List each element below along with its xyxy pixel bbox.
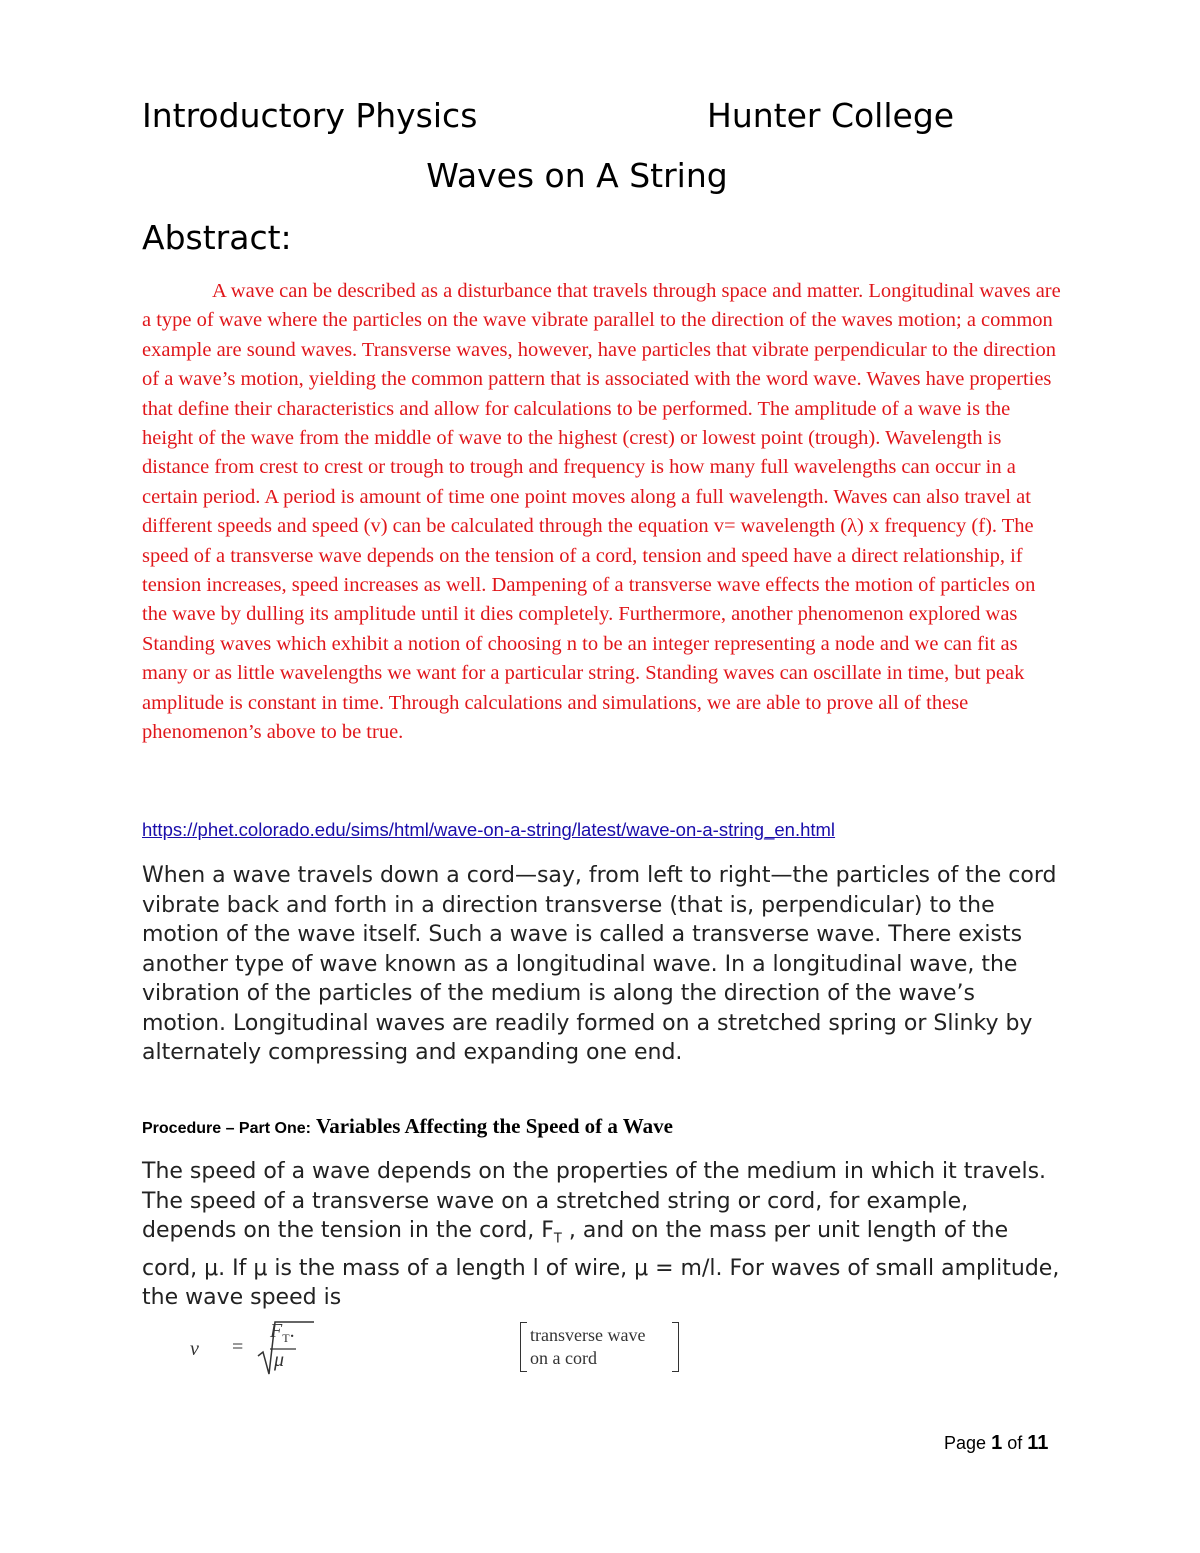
- document-header: [142, 96, 1042, 140]
- formula-period: .: [289, 1320, 295, 1342]
- wave-speed-text-part1: The speed of a wave depends on the properties of the medium in which it travels. The speed of a transverse wave on a stretched string or cord, for example, depends on the tension in the cord, F: [142, 1159, 1047, 1243]
- abstract-body: A wave can be described as a disturbance that travels through space and matter. Longitudinal waves are a type of wave where the particles on the wave vibrate parallel to the direction of the waves motion; a common example are sound waves. Transverse waves, however, have particles that vibrate perpendicular to the direction of a wave’s motion, yielding the common pattern that is associated with the word wave. Waves have properties that define their characteristics and allow for calculations to be performed. The amplitude of a wave is the height of the wave from the middle of wave to the highest (crest) or lowest point (trough). Wavelength is distance from crest to crest or trough to trough and frequency is how many full wavelengths can occur in a certain period. A period is amount of time one point moves along a full wavelength. Waves can also travel at different speeds and speed (v) can be calculated through the equation v= wavelength (λ) x frequency (f). The speed of a transverse wave depends on the tension of a cord, tension and speed have a direct relationship, if tension increases, speed increases as well. Dampening of a transverse wave effects the motion of particles on the wave by dulling its amplitude until it dies completely. Furthermore, another phenomenon explored was Standing waves which exhibit a notion of choosing n to be an integer representing a node and we can fit as many or as little wavelengths we want for a particular string. Standing waves can oscillate in time, but peak amplitude is constant in time. Through calculations and simulations, we are able to prove all of these phenomenon’s above to be true.: [142, 280, 1061, 744]
- formula-denominator: μ: [274, 1349, 285, 1371]
- formula-note: [520, 1324, 690, 1370]
- current-page-number: 1: [991, 1432, 1003, 1454]
- formula-force-subscript: T: [282, 1331, 290, 1345]
- tension-subscript: T: [553, 1231, 562, 1247]
- document-title: Waves on A String: [426, 156, 728, 195]
- formula-note-line2: on a cord: [530, 1348, 597, 1368]
- abstract-heading: Abstract:: [142, 218, 292, 257]
- wave-speed-paragraph: [142, 1157, 1062, 1313]
- formula-note-line1: transverse wave: [530, 1325, 646, 1345]
- course-name: Introductory Physics: [142, 96, 478, 135]
- formula-velocity-symbol: v: [190, 1338, 199, 1360]
- formula-force-symbol: F: [270, 1320, 283, 1342]
- of-word: of: [1007, 1433, 1023, 1453]
- right-bracket: [672, 1322, 679, 1372]
- wave-speed-formula: [190, 1310, 710, 1380]
- formula-numerator: [270, 1320, 295, 1346]
- college-name: Hunter College: [707, 96, 955, 135]
- page-word: Page: [944, 1433, 987, 1453]
- total-page-count: 11: [1027, 1432, 1049, 1454]
- page-footer: [944, 1432, 1048, 1455]
- procedure-heading: [142, 1114, 673, 1139]
- formula-equals-sign: =: [232, 1336, 244, 1358]
- procedure-label: Procedure – Part One:: [142, 1120, 311, 1137]
- phet-simulation-link[interactable]: https://phet.colorado.edu/sims/html/wave-on-a-string/latest/wave-on-a-string_en.html: [142, 819, 836, 840]
- wave-speed-text-part2: , and on the mass per unit length of the cord, μ. If μ is the mass of a length l of wire, μ = m/l. For waves of small amplitude, the wave speed is: [142, 1218, 1060, 1311]
- transverse-wave-paragraph: When a wave travels down a cord—say, from left to right—the particles of the cord vibrate back and forth in a direction transverse (that is, perpendicular) to the motion of the wave itself. Such a wave is called a transverse wave. There exists another type of wave known as a longitudinal wave. In a longitudinal wave, the vibration of the particles of the medium is along the direction of the wave’s motion. Longitudinal waves are readily formed on a stretched spring or Slinky by alternately compressing and expanding one end.: [142, 863, 1057, 1065]
- procedure-title: Variables Affecting the Speed of a Wave: [315, 1114, 673, 1138]
